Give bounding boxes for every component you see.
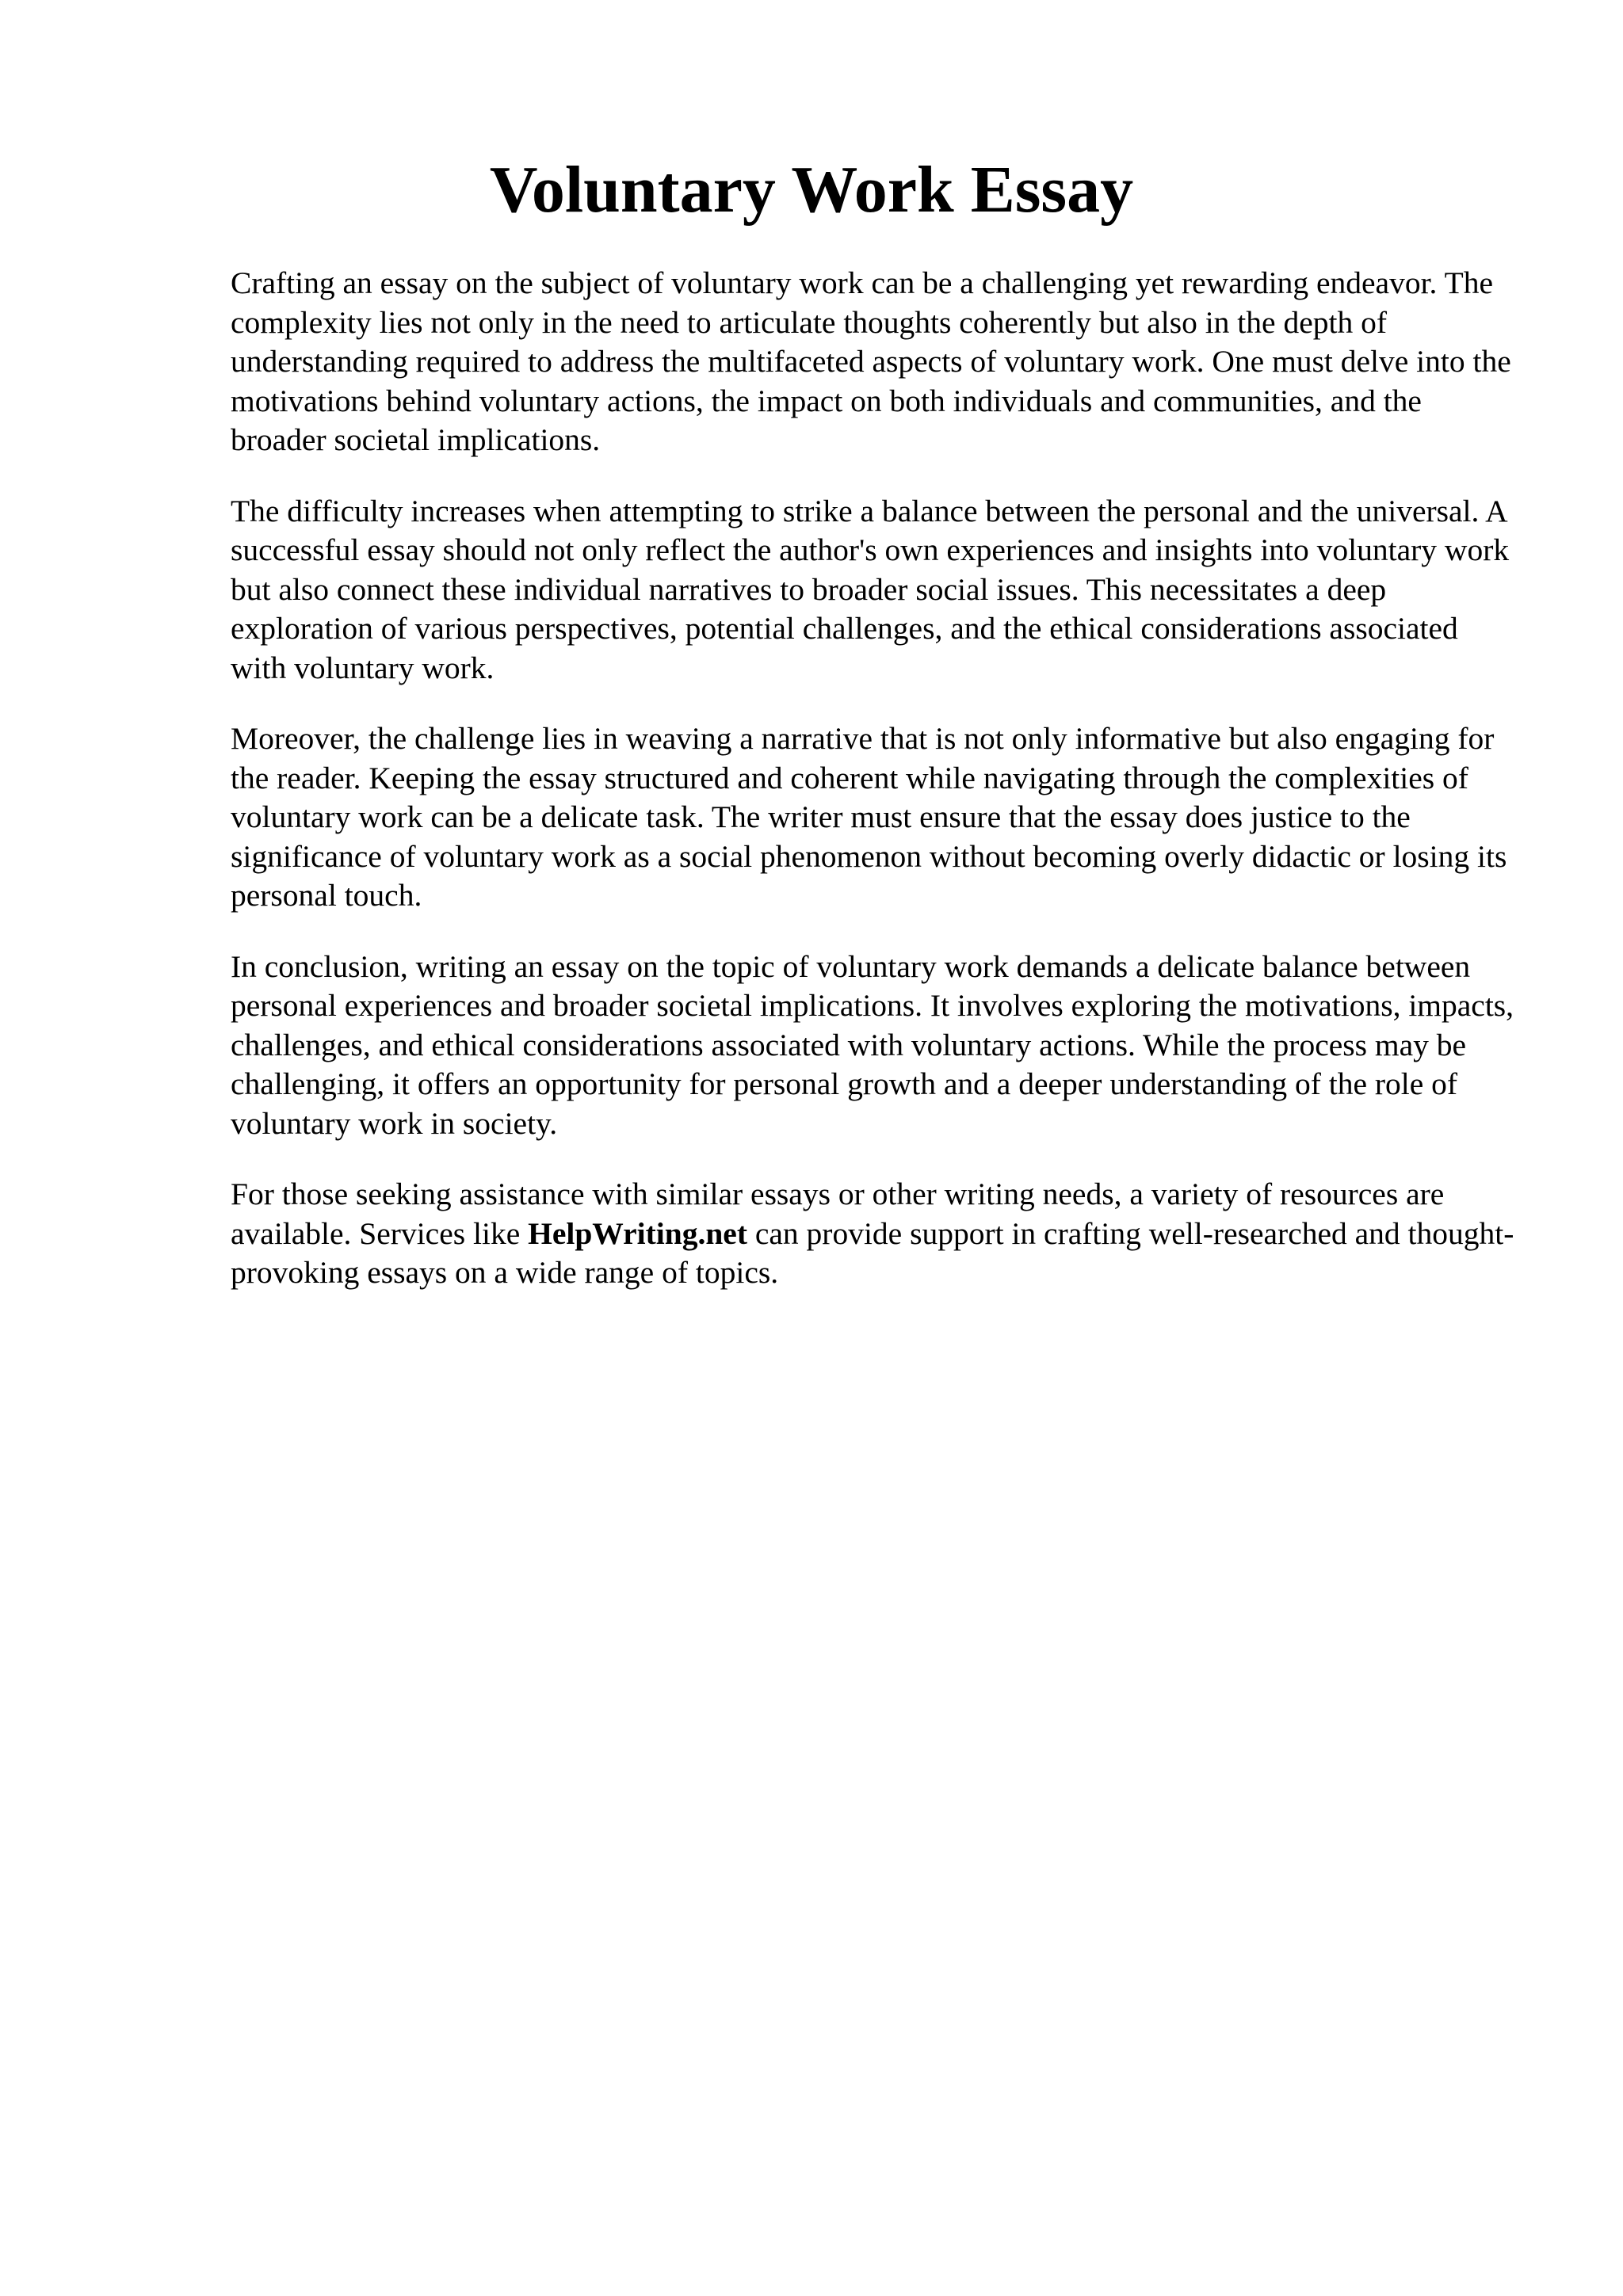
- closing-text-after: can provide support in crafting well-researched and thought-provoking essays on a wide range of topics.: [231, 1215, 1514, 1290]
- page-title: Voluntary Work Essay: [489, 153, 1134, 227]
- essay-paragraph-2: The difficulty increases when attempting to strike a balance between the personal and the universal. A successful essay should not only reflect the author's own experiences and insights into voluntary work but also connect these individual narratives to broader social issues. This necessitates a deep exploration of various perspectives, potential challenges, and the ethical considerations associated with voluntary work.: [231, 493, 1510, 685]
- essay-paragraph-3: Moreover, the challenge lies in weaving a narrative that is not only informative but also engaging for the reader. Keeping the essay structured and coherent while navigating through the complexities of voluntary work can be a delicate task. The writer must ensure that the essay does justice to the significance of voluntary work as a social phenomenon without becoming overly didactic or losing its personal touch.: [231, 721, 1507, 913]
- helpwriting-brand: HelpWriting.net: [528, 1215, 747, 1251]
- closing-text-before: For those seeking assistance with similar essays or other writing needs, a variety of resources are available. Services like: [231, 1177, 1445, 1251]
- essay-paragraph-4: In conclusion, writing an essay on the topic of voluntary work demands a delicate balance between personal experiences and broader societal implications. It involves exploring the motivations, impacts, challenges, and ethical considerations associated with voluntary actions. While the process may be challenging, it offers an opportunity for personal growth and a deeper understanding of the role of voluntary work in society.: [231, 948, 1514, 1141]
- essay-paragraph-1: Crafting an essay on the subject of voluntary work can be a challenging yet rewarding endeavor. The complexity lies not only in the need to articulate thoughts coherently but also in the depth of understanding required to address the multifaceted aspects of voluntary work. One must delve into the motivations behind voluntary actions, the impact on both individuals and communities, and the broader societal implications.: [231, 265, 1511, 457]
- essay-paragraph-5: [231, 1175, 1514, 1293]
- essay-body: [231, 264, 1514, 1325]
